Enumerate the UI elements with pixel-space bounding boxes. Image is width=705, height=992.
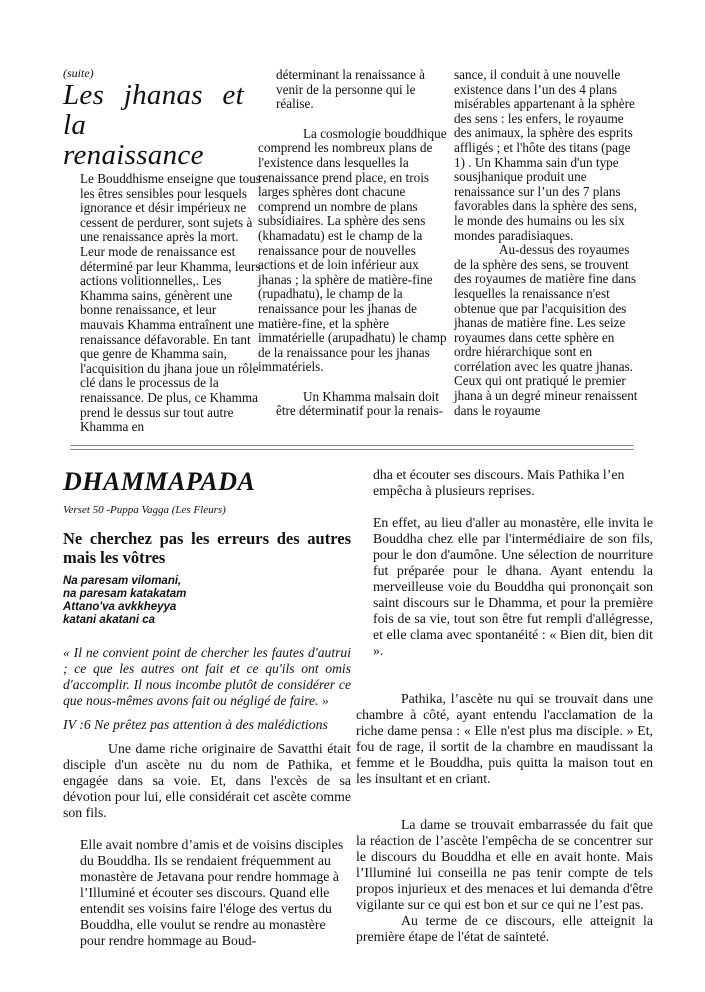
article-2-right-column <box>356 467 653 945</box>
verse-translation-quote: « Il ne convient point de chercher les fautes d'autrui ; ce que les autres ont fait et ce qu'ils ont omis d'accomplir. Il nous incombe plutôt de considérer ce que nous-mêmes avons fait ou négligé de faire. » <box>63 645 351 708</box>
title-line-1: Les jhanas et la <box>63 79 244 141</box>
column-1-text: Le Bouddhisme enseigne que tous les êtres sensibles pour lesquels ignorance et désir impérieux ne cessent de perdurer, sont sujets à une renaissance après la mort. Leur mode de renaissance est déterminé par leur Khamma, leurs actions volitionnelles,. Les Khamma sains, génèrent une bonne renaissance, et leur mauvais Khamma entraînent une renaissance défavorable. En tant que genre de Khamma sain, l'acquisition du jhana joue un rôle clé dans le processus de la renaissance. De plus, ce Khamma prend le dessus sur tout autre Khamma en <box>80 171 261 435</box>
pali-line: katani akatani ca <box>63 614 156 626</box>
pali-line: na paresam katakatam <box>63 588 187 600</box>
pali-line: Na paresam vilomani, <box>63 575 182 587</box>
story-para-1: Une dame riche originaire de Savatthi était disciple d'un ascète nu du nom de Pathika, et engagée dans sa voie. Et, dans l'excès de sa dévotion pour lui, elle considérait cet ascète comme son fils. <box>63 741 351 820</box>
column-2-para-1: déterminant la renaissance à venir de la personne qui le réalise. <box>276 67 426 112</box>
article-1-left-column <box>63 66 263 435</box>
verse-heading-line-1: Ne cherchez pas les erreurs des autres <box>63 529 351 548</box>
story-para-4: En effet, au lieu d'aller au monastère, elle invita le Bouddha chez elle par l'intermédiaire de son fils, pour le don d'aumône. Une sélection de nourriture fut préparée pour le dhana. Ayant entendu la merveilleuse voie du Bouddha qui prononçait son saint discours sur le Dhamma, et pour la première fois de sa vie, tout son être fut rempli d'allégresse, et elle clama avec spontanéité : « Bien dit, bien dit ». <box>373 515 653 658</box>
column-3 <box>454 68 644 418</box>
column-2-para-3: Un Khamma malsain doit être déterminatif pour la renais- <box>276 388 443 419</box>
column-3-para-1: sance, il conduit à une nouvelle existence dans l’un des 4 plans misérables appartenant à la sphère des sens : les enfers, le royaume des animaux, la sphère des esprits affligés ; et l'hôte des titans (page 1) . Un Khamma sain d'un type sousjhanique produit une renaissance sur l’un des 7 plans favorables dans la sphère des sens, le monde des humains ou les six mondes paradisiaques. <box>454 67 638 243</box>
story-subheading: IV :6 Ne prêtez pas attention à des malédictions <box>63 717 328 732</box>
column-2 <box>258 68 448 419</box>
verse-heading <box>63 529 351 567</box>
story-para-6: La dame se trouvait embarrassée du fait que la réaction de l’ascète l'empêcha de se concentrer sur le discours du Bouddha et elle en avait honte. Mais l’Illuminé lui conseilla ne pas tenir compte de tels propos injurieux et des menaces et lui demanda d'être vigilante sur ce qui est bon et sur ce qui ne l’est pas. <box>356 817 653 912</box>
title-line-2: renaissance <box>63 139 204 171</box>
verse-heading-line-2: mais les vôtres <box>63 548 166 567</box>
story-para-3: dha et écouter ses discours. Mais Pathika l’en empêcha à plusieurs reprises. <box>373 467 625 498</box>
column-3-para-2: Au-dessus des royaumes de la sphère des sens, se trouvent des royaumes de matière fine dans lesquelles la renaissance n'est obtenue que par l'acquisition des jhanas de matière fine. Les seize royaumes dans cette sphère en ordre hiérarchique sont en corrélation avec les quatre jhanas. Ceux qui ont pratiqué le premier jhana à un degré mineur renaissent dans le royaume <box>454 242 638 418</box>
story-para-7: Au terme de ce discours, elle atteignit la première étape de l'état de sainteté. <box>356 913 653 944</box>
pali-verse <box>63 575 351 627</box>
section-divider <box>70 445 634 450</box>
column-2-para-2: La cosmologie bouddhique comprend les nombreux plans de l'existence dans lesquelles la renaissance prend place, en trois larges sphères dont chacune comprend un nombre de plans subsidiaires. La sphère des sens (khamadatu) est le champ de la renaissance pour de nouvelles actions et de loin inférieur aux jhanas ; la sphère de matière-fine (rupadhatu), le champ de la renaissance pour les jhanas de matière-fine, et la sphère immatérielle (arupadhatu) le champ de la renaissance pour les jhanas immatériels. <box>258 125 447 375</box>
verse-reference: Verset 50 -Puppa Vagga (Les Fleurs) <box>63 504 226 516</box>
story-para-2: Elle avait nombre d’amis et de voisins disciples du Bouddha. Ils se rendaient fréquemment au monastère de Jetavana pour rendre hommage à l’Illuminé et écouter ses discours. Quand elle entendit ses voisins faire l'éloge des vertus du Bouddha, elle voulut se rendre au monastère pour rendre hommage au Boud- <box>80 837 344 948</box>
story-para-5: Pathika, l’ascète nu qui se trouvait dans une chambre à côté, ayant entendu l'acclamation de la riche dame pensa : « Elle n'est plus ma disciple. » Et, fou de rage, il sortit de la chambre en maudissant la femme et le Bouddha, puis quitta la maison tout en les insultant et en criant. <box>356 691 653 786</box>
pali-line: Attano'va avkkheyya <box>63 601 177 613</box>
article-2-left-column <box>63 467 351 949</box>
article-title-jhanas <box>63 80 263 170</box>
dhammapada-title: DHAMMAPADA <box>63 467 256 496</box>
continued-label: (suite) <box>63 66 94 80</box>
